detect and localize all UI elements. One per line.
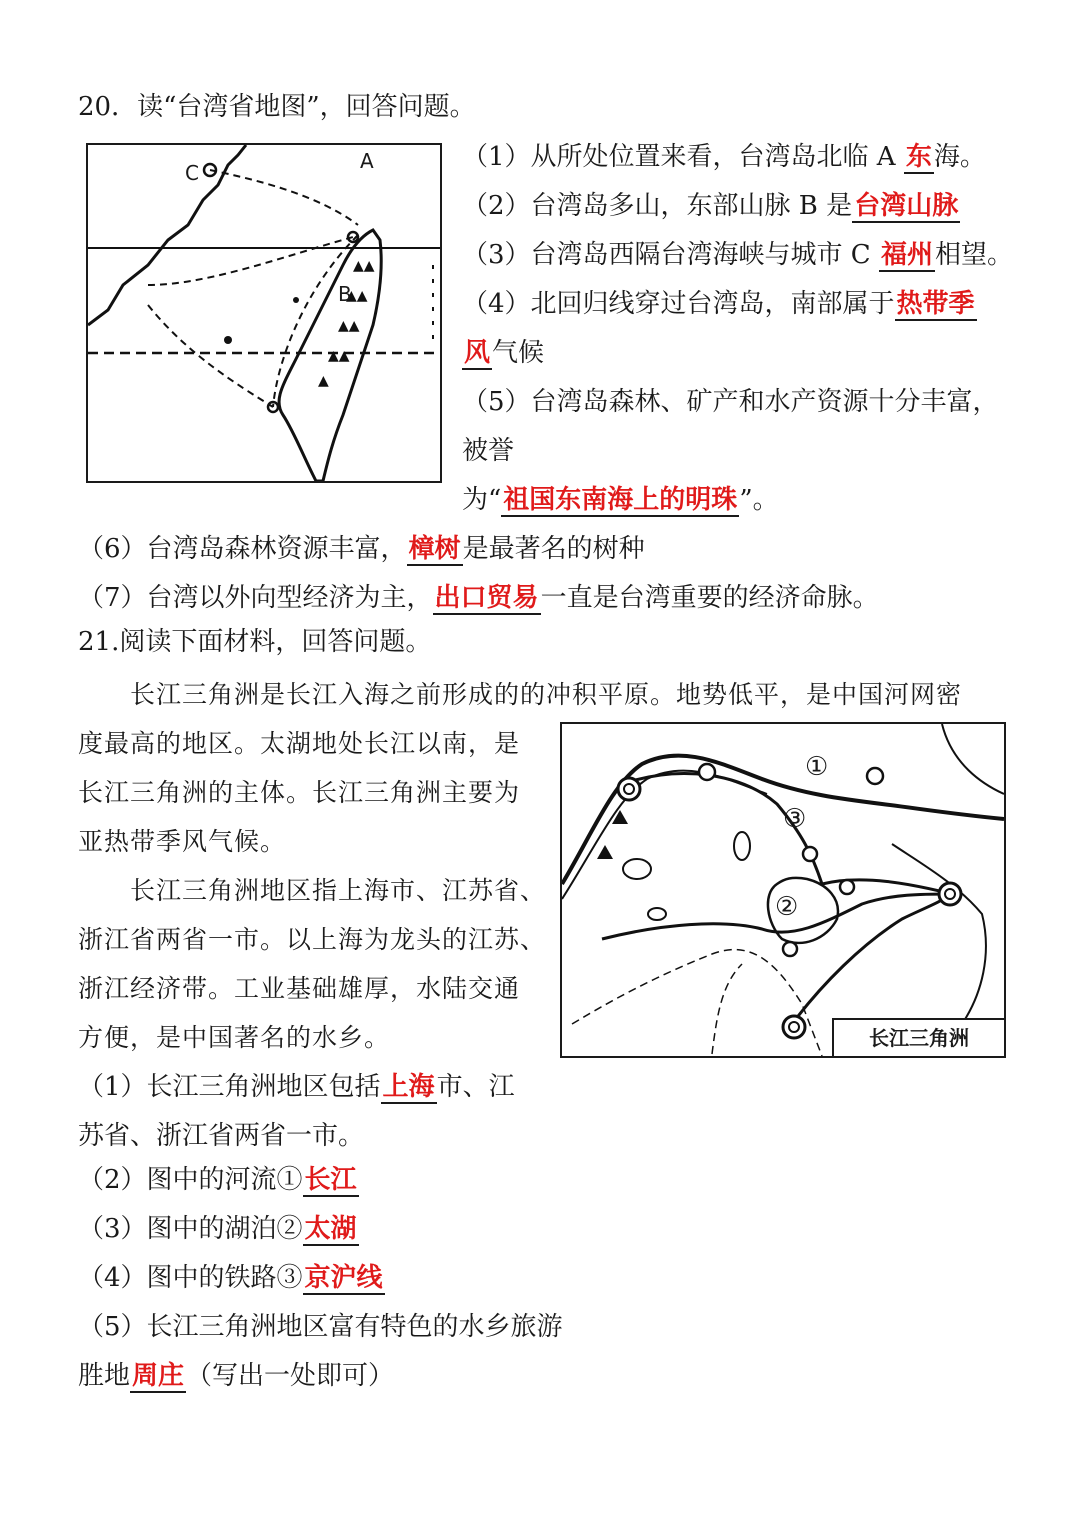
answer-5: 祖国东南海上的明珠 [503, 485, 738, 515]
svg-text:▲▲: ▲▲ [346, 288, 368, 304]
map-label-b: B [338, 282, 352, 306]
svg-text:▲▲: ▲▲ [328, 348, 350, 364]
q20-item-4: （4）北回归线穿过台湾岛，南部属于热带季 [462, 289, 975, 319]
svg-text:▲▲: ▲▲ [338, 318, 360, 334]
q20-item-3: （3）台湾岛西隔台湾海峡与城市 C 福州相望。 [462, 240, 1013, 270]
q21-para2-line2: 浙江省两省一市。以上海为龙头的江苏、 [78, 925, 547, 954]
q20-item-5-cont: 被誉 [462, 436, 515, 466]
svg-text:▲: ▲ [318, 373, 329, 389]
answer-21-4: 京沪线 [304, 1263, 383, 1293]
answer-2: 台湾山脉 [854, 191, 959, 221]
q20-item-5: （5）台湾岛森林、矿产和水产资源十分丰富， [462, 387, 999, 417]
answer-7: 出口贸易 [434, 583, 539, 613]
answer-6: 樟树 [408, 534, 461, 564]
marker-2: ② [775, 892, 799, 922]
yangtze-delta-map [560, 722, 1006, 1058]
q21-item-1: （1）长江三角洲地区包括上海市、江 [78, 1072, 515, 1102]
q21-para1-line4: 亚热带季风气候。 [78, 827, 287, 856]
answer-4a: 热带季 [896, 289, 975, 319]
q20-item-1: （1）从所处位置来看，台湾岛北临 A 东海。 [462, 142, 986, 172]
q20-item-6: （6）台湾岛森林资源丰富，樟树是最著名的树种 [78, 534, 645, 564]
q20-item-7: （7）台湾以外向型经济为主，出口贸易一直是台湾重要的经济命脉。 [78, 583, 879, 613]
map-label-a: A [360, 149, 374, 173]
map-label-c: C [185, 161, 199, 185]
answer-21-3: 太湖 [304, 1214, 357, 1244]
q20-item-2: （2）台湾岛多山，东部山脉 B 是台湾山脉 [462, 191, 959, 221]
answer-21-5: 周庄 [132, 1361, 185, 1391]
q21-para2-line3: 浙江经济带。工业基础雄厚，水陆交通 [78, 974, 521, 1003]
taiwan-map [86, 143, 442, 483]
taiwan-map-drawing [88, 145, 440, 481]
answer-1: 东 [905, 142, 932, 172]
q21-para2-line1: 长江三角洲地区指上海市、江苏省、 [130, 876, 547, 905]
q21-item-2: （2）图中的河流①长江 [78, 1165, 357, 1195]
marker-1: ① [805, 752, 829, 782]
q20-item-5-answer: 为“祖国东南海上的明珠”。 [462, 485, 779, 515]
delta-map-drawing [562, 724, 1004, 1056]
q21-para1-line1: 长江三角洲是长江入海之前形成的的冲积平原。地势低平，是中国河网密 [130, 680, 963, 709]
q21-para1-line2: 度最高的地区。太湖地处长江以南，是 [78, 729, 521, 758]
answer-21-1: 上海 [382, 1072, 435, 1102]
q21-title: 21.阅读下面材料，回答问题。 [78, 627, 432, 657]
q21-item-3: （3）图中的湖泊②太湖 [78, 1214, 357, 1244]
q21-item-5-cont: 胜地周庄（写出一处即可） [78, 1361, 395, 1391]
q21-item-4: （4）图中的铁路③京沪线 [78, 1263, 383, 1293]
q21-para1-line3: 长江三角洲的主体。长江三角洲主要为 [78, 778, 521, 807]
q20-item-4-cont: 风气候 [464, 338, 545, 368]
q21-item-5: （5）长江三角洲地区富有特色的水乡旅游 [78, 1312, 563, 1342]
q21-para2-line4: 方便，是中国著名的水乡。 [78, 1023, 391, 1052]
marker-3: ③ [783, 804, 807, 834]
answer-21-2: 长江 [304, 1165, 357, 1195]
q21-item-1-cont: 苏省、浙江省两省一市。 [78, 1121, 365, 1151]
svg-text:▲▲: ▲▲ [353, 258, 375, 274]
q20-title: 20．读“台湾省地图”，回答问题。 [78, 92, 476, 122]
answer-4b: 风 [464, 338, 491, 368]
map-caption: 长江三角洲 [832, 1018, 1004, 1056]
answer-3: 福州 [880, 240, 933, 270]
